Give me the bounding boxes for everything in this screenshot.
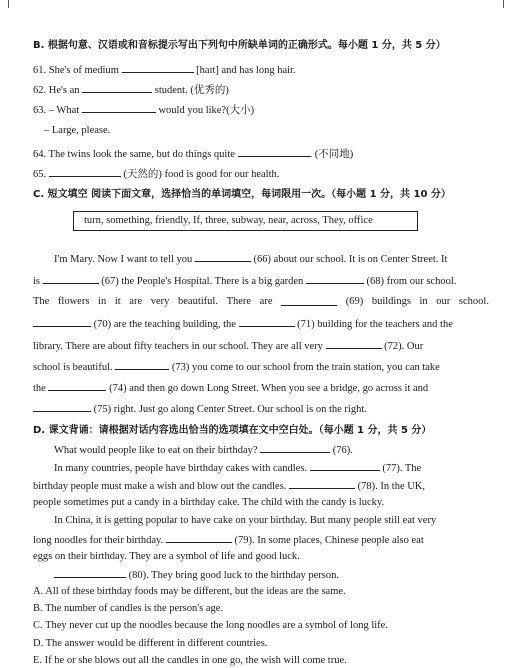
section-c-header: C. 短文填空 阅读下面文章，选择恰当的单词填空，每词限用一次。（每小题 1 分，共 10 分） bbox=[33, 189, 451, 200]
dialogue-line-8: (80). They bring good luck to the birthday person. bbox=[54, 567, 339, 582]
answer-blank-76[interactable] bbox=[260, 442, 330, 453]
option-e: E. If he or she blows out all the candles in one go, the wish will come true. bbox=[33, 655, 347, 666]
page-edge-mark bbox=[503, 0, 504, 8]
question-63-answer: – Large, please. bbox=[44, 125, 111, 136]
dialogue-line-5: In China, it is getting popular to have cake on your birthday. But many people still eat very bbox=[54, 515, 437, 526]
dialogue-line-4: people sometimes put a candy in a birthday cake. The child with the candy is lucky. bbox=[33, 497, 385, 508]
passage-line-1: I'm Mary. Now I want to tell you (66) about our school. It is on Center Street. It bbox=[54, 251, 447, 266]
answer-blank-80[interactable] bbox=[54, 567, 126, 578]
question-64: 64. The twins look the same, but do things quite . (不同地) bbox=[33, 146, 353, 161]
answer-blank-66[interactable] bbox=[195, 251, 251, 262]
answer-blank-68[interactable] bbox=[306, 273, 364, 284]
dialogue-line-7: eggs on their birthday. They are a symbol of life and good luck. bbox=[33, 551, 300, 562]
option-a: A. All of these birthday foods may be different, but the ideas are the same. bbox=[33, 586, 346, 597]
answer-blank-67[interactable] bbox=[43, 273, 99, 284]
section-b-header: B. 根据句意、汉语或和音标提示写出下列句中所缺单词的正确形式。每小题 1 分，共 5 分） bbox=[33, 40, 446, 51]
question-65: 65. (天然的) food is good for our health. bbox=[33, 166, 279, 181]
answer-blank-75[interactable] bbox=[33, 401, 91, 412]
word-bank-box: turn, something, friendly, If, three, subway, near, across, They, office bbox=[73, 211, 418, 231]
answer-blank-64[interactable] bbox=[238, 146, 310, 157]
question-62: 62. He's an student. (优秀的) bbox=[33, 82, 229, 97]
answer-blank-69[interactable] bbox=[281, 295, 337, 306]
passage-line-8: (75) right. Just go along Center Street. Our school is on the right. bbox=[33, 401, 367, 416]
dialogue-line-2: In many countries, people have birthday cakes with candles. (77). The bbox=[54, 460, 421, 475]
answer-blank-70[interactable] bbox=[33, 316, 91, 327]
answer-blank-79[interactable] bbox=[166, 532, 232, 543]
passage-line-2: is (67) the People's Hospital. There is a big garden (68) from our school. bbox=[33, 273, 456, 288]
passage-line-6: school is beautiful. (73) you come to our school from the train station, you can take bbox=[33, 359, 440, 374]
answer-blank-78[interactable] bbox=[289, 478, 355, 489]
answer-blank-62[interactable] bbox=[82, 82, 152, 93]
dialogue-line-3: birthday people must make a wish and blow out the candles. (78). In the UK, bbox=[33, 478, 425, 493]
dialogue-line-6: long noodles for their birthday. (79). In some places, Chinese people also eat bbox=[33, 532, 424, 547]
answer-blank-61[interactable] bbox=[122, 62, 194, 73]
answer-blank-72[interactable] bbox=[326, 338, 382, 349]
answer-blank-65[interactable] bbox=[49, 166, 121, 177]
answer-blank-63[interactable] bbox=[82, 102, 156, 113]
passage-line-7: the (74) and then go down Long Street. When you see a bridge, go across it and bbox=[33, 380, 428, 395]
answer-blank-77[interactable] bbox=[310, 460, 380, 471]
option-c: C. They never cut up the noodles because the long noodles are a symbol of long life. bbox=[33, 620, 388, 631]
passage-line-3: The flowers in it are very beautiful. There are (69) buildings in our school. bbox=[33, 296, 489, 307]
page-edge-mark bbox=[8, 0, 9, 8]
answer-blank-73[interactable] bbox=[115, 359, 169, 370]
answer-blank-71[interactable] bbox=[239, 316, 295, 327]
section-d-header: D. 课文背诵：请根据对话内容选出恰当的选项填在文中空白处。（每小题 1 分，共 5 分） bbox=[33, 425, 432, 436]
question-61: 61. She's of medium [haɪt] and has long hair. bbox=[33, 62, 296, 77]
answer-blank-74[interactable] bbox=[48, 380, 106, 391]
passage-line-4: (70) are the teaching building, the (71) building for the teachers and the bbox=[33, 316, 453, 331]
dialogue-line-1: What would people like to eat on their birthday? (76). bbox=[54, 442, 353, 457]
option-b: B. The number of candles is the person's age. bbox=[33, 603, 224, 614]
option-d: D. The answer would be different in different countries. bbox=[33, 638, 268, 649]
passage-line-5: library. There are about fifty teachers in our school. They are all very (72). Our bbox=[33, 338, 423, 353]
question-63: 63. – What would you like?(大小) bbox=[33, 102, 254, 117]
